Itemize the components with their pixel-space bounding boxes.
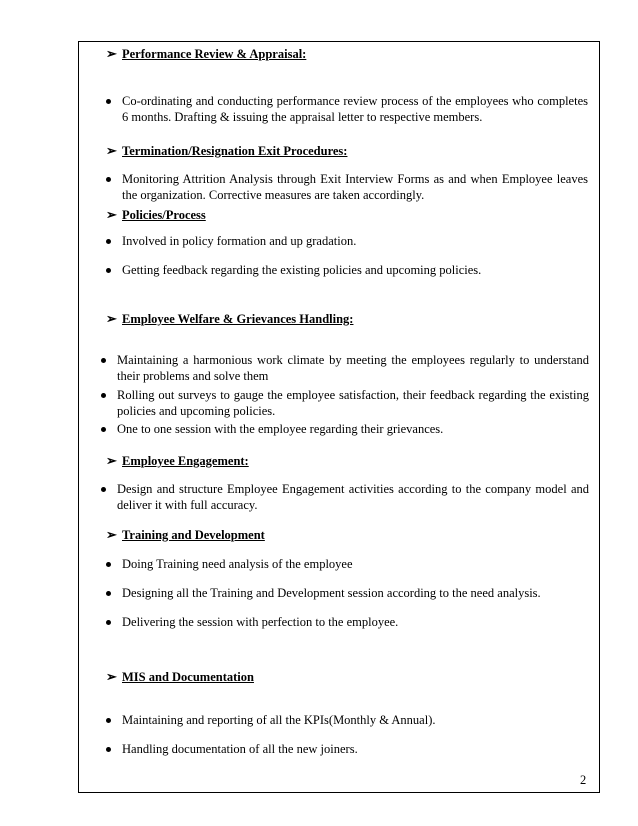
bullet-text: Design and structure Employee Engagement activities according to the company model and deliver it with full accuracy. bbox=[117, 482, 589, 512]
bullet-icon bbox=[101, 393, 106, 398]
bullet-text: Designing all the Training and Development session according to the need analysis. bbox=[122, 586, 541, 600]
bullet-text: Monitoring Attrition Analysis through Exit Interview Forms as and when Employee leaves the organization. Corrective measures are taken accordingly. bbox=[122, 172, 588, 202]
bullet-text: Doing Training need analysis of the employee bbox=[122, 557, 353, 571]
section-heading: MIS and Documentation bbox=[122, 670, 254, 684]
arrow-bullet-icon: ➢ bbox=[106, 207, 117, 222]
bullet-icon bbox=[106, 99, 111, 104]
bullet-icon bbox=[101, 358, 106, 363]
arrow-bullet-icon: ➢ bbox=[106, 46, 117, 61]
bullet-text: Maintaining and reporting of all the KPIs(Monthly & Annual). bbox=[122, 713, 436, 727]
bullet-icon bbox=[106, 268, 111, 273]
bullet-text: Rolling out surveys to gauge the employee satisfaction, their feedback regarding the existing policies and upcoming policies. bbox=[117, 388, 589, 418]
bullet-icon bbox=[106, 620, 111, 625]
bullet-text: Maintaining a harmonious work climate by meeting the employees regularly to understand their problems and solve them bbox=[117, 353, 589, 383]
bullet-icon bbox=[106, 747, 111, 752]
bullet-icon bbox=[106, 562, 111, 567]
arrow-bullet-icon: ➢ bbox=[106, 669, 117, 684]
section-heading: Performance Review & Appraisal: bbox=[122, 47, 307, 61]
arrow-bullet-icon: ➢ bbox=[106, 527, 117, 542]
section-heading: Training and Development bbox=[122, 528, 265, 542]
section-heading: Employee Engagement: bbox=[122, 454, 249, 468]
section-heading: Policies/Process bbox=[122, 208, 206, 222]
bullet-icon bbox=[106, 591, 111, 596]
arrow-bullet-icon: ➢ bbox=[106, 311, 117, 326]
bullet-icon bbox=[106, 718, 111, 723]
bullet-text: Involved in policy formation and up gradation. bbox=[122, 234, 357, 248]
bullet-text: Handling documentation of all the new joiners. bbox=[122, 742, 358, 756]
bullet-icon bbox=[106, 177, 111, 182]
page-number: 2 bbox=[580, 773, 587, 787]
bullet-text: Delivering the session with perfection to the employee. bbox=[122, 615, 399, 629]
arrow-bullet-icon: ➢ bbox=[106, 453, 117, 468]
bullet-text: Getting feedback regarding the existing policies and upcoming policies. bbox=[122, 263, 482, 277]
section-heading: Employee Welfare & Grievances Handling: bbox=[122, 312, 354, 326]
section-heading: Termination/Resignation Exit Procedures: bbox=[122, 144, 348, 158]
bullet-text: One to one session with the employee regarding their grievances. bbox=[117, 422, 444, 436]
bullet-icon bbox=[101, 427, 106, 432]
bullet-icon bbox=[106, 239, 111, 244]
arrow-bullet-icon: ➢ bbox=[106, 143, 117, 158]
bullet-text: Co-ordinating and conducting performance review process of the employees who completes 6 months. Drafting & issuing the appraisal letter to respective members. bbox=[122, 94, 588, 124]
bullet-icon bbox=[101, 487, 106, 492]
